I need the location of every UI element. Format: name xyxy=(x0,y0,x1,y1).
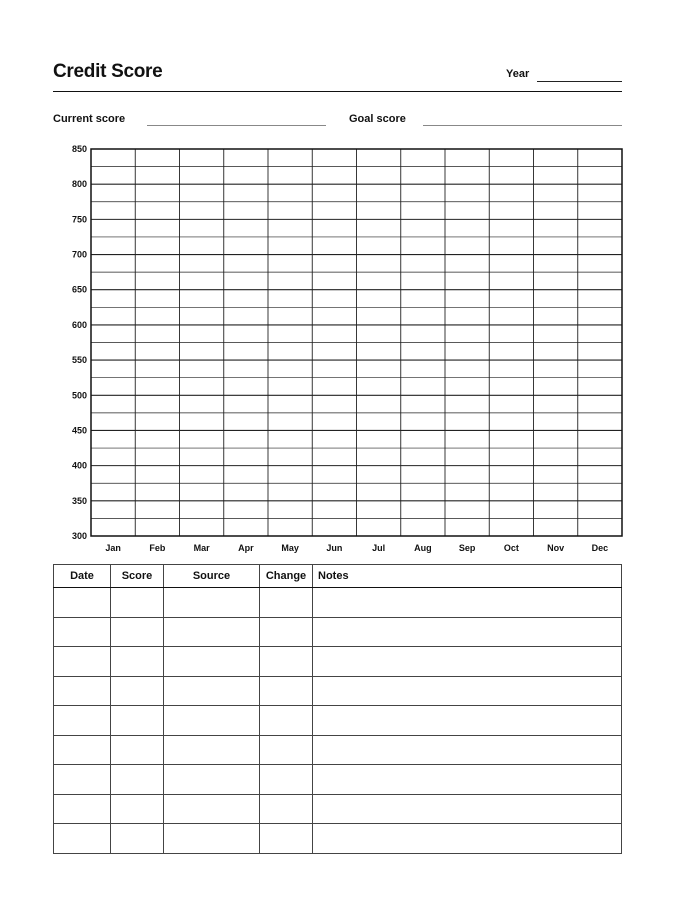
cell-source[interactable] xyxy=(164,588,260,618)
column-header-change: Change xyxy=(260,565,313,588)
cell-score[interactable] xyxy=(111,676,164,706)
cell-notes[interactable] xyxy=(313,588,622,618)
table-row xyxy=(54,735,622,765)
cell-change[interactable] xyxy=(260,824,313,854)
cell-score[interactable] xyxy=(111,706,164,736)
cell-change[interactable] xyxy=(260,588,313,618)
cell-score[interactable] xyxy=(111,588,164,618)
year-label: Year xyxy=(506,68,530,80)
cell-notes[interactable] xyxy=(313,676,622,706)
cell-source[interactable] xyxy=(164,706,260,736)
cell-source[interactable] xyxy=(164,617,260,647)
cell-date[interactable] xyxy=(54,824,111,854)
cell-notes[interactable] xyxy=(313,824,622,854)
x-tick-label: May xyxy=(281,543,299,553)
page-title: Credit Score xyxy=(53,61,163,82)
table-row xyxy=(54,588,622,618)
cell-source[interactable] xyxy=(164,735,260,765)
cell-change[interactable] xyxy=(260,617,313,647)
cell-source[interactable] xyxy=(164,794,260,824)
cell-notes[interactable] xyxy=(313,706,622,736)
cell-score[interactable] xyxy=(111,794,164,824)
cell-score[interactable] xyxy=(111,765,164,795)
column-header-score: Score xyxy=(111,565,164,588)
cell-date[interactable] xyxy=(54,735,111,765)
current-score-label: Current score xyxy=(53,113,126,125)
cell-change[interactable] xyxy=(260,735,313,765)
x-tick-label: Oct xyxy=(503,543,519,553)
cell-date[interactable] xyxy=(54,765,111,795)
cell-source[interactable] xyxy=(164,647,260,677)
table-row xyxy=(54,765,622,795)
x-tick-label: Aug xyxy=(414,543,432,553)
cell-date[interactable] xyxy=(54,706,111,736)
y-tick-label: 800 xyxy=(71,179,87,190)
cell-date[interactable] xyxy=(54,794,111,824)
y-tick-label: 450 xyxy=(71,425,87,436)
cell-change[interactable] xyxy=(260,676,313,706)
table-row xyxy=(54,794,622,824)
cell-score[interactable] xyxy=(111,824,164,854)
y-tick-label: 850 xyxy=(71,144,87,154)
table-row xyxy=(54,647,622,677)
cell-notes[interactable] xyxy=(313,765,622,795)
y-tick-label: 400 xyxy=(71,460,87,471)
x-tick-label: Apr xyxy=(238,543,254,553)
score-log-table xyxy=(53,564,622,854)
y-tick-label: 600 xyxy=(71,319,87,330)
cell-score[interactable] xyxy=(111,647,164,677)
x-tick-label: Nov xyxy=(547,543,565,553)
y-tick-label: 700 xyxy=(71,249,87,260)
column-header-date: Date xyxy=(54,565,111,588)
cell-source[interactable] xyxy=(164,765,260,795)
cell-change[interactable] xyxy=(260,706,313,736)
cell-score[interactable] xyxy=(111,617,164,647)
cell-date[interactable] xyxy=(54,617,111,647)
y-tick-label: 350 xyxy=(71,495,87,506)
cell-change[interactable] xyxy=(260,794,313,824)
x-tick-label: Feb xyxy=(149,543,166,553)
cell-score[interactable] xyxy=(111,735,164,765)
cell-notes[interactable] xyxy=(313,735,622,765)
column-header-source: Source xyxy=(164,565,260,588)
table-row xyxy=(54,676,622,706)
cell-date[interactable] xyxy=(54,676,111,706)
cell-notes[interactable] xyxy=(313,647,622,677)
cell-date[interactable] xyxy=(54,588,111,618)
cell-source[interactable] xyxy=(164,676,260,706)
y-tick-label: 750 xyxy=(71,214,87,225)
y-tick-label: 500 xyxy=(71,390,87,401)
cell-date[interactable] xyxy=(54,647,111,677)
y-tick-label: 550 xyxy=(71,355,87,366)
cell-notes[interactable] xyxy=(313,617,622,647)
cell-source[interactable] xyxy=(164,824,260,854)
table-row xyxy=(54,824,622,854)
cell-change[interactable] xyxy=(260,765,313,795)
x-tick-label: Dec xyxy=(591,543,609,553)
column-header-notes: Notes xyxy=(313,565,622,588)
x-tick-label: Mar xyxy=(193,543,210,553)
x-tick-label: Jun xyxy=(326,543,343,553)
x-tick-label: Jul xyxy=(372,543,386,553)
cell-notes[interactable] xyxy=(313,794,622,824)
x-tick-label: Sep xyxy=(458,543,476,553)
table-row xyxy=(54,706,622,736)
x-tick-label: Jan xyxy=(105,543,121,553)
y-tick-label: 650 xyxy=(71,284,87,295)
cell-change[interactable] xyxy=(260,647,313,677)
y-tick-label: 300 xyxy=(71,531,87,541)
goal-score-label: Goal score xyxy=(349,113,406,125)
table-row xyxy=(54,617,622,647)
